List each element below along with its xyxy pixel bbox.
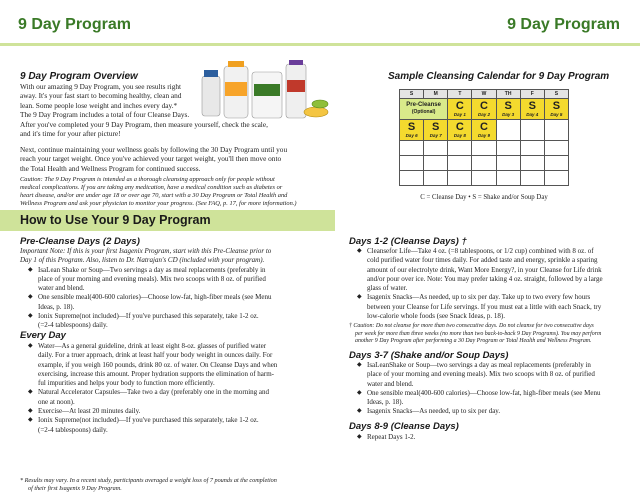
item-line: water and blend.: [38, 284, 85, 293]
day-label: Day 1: [453, 112, 466, 117]
item-line: daily. For a truer approach, drink at least half your body weight in ounces daily. For: [38, 351, 273, 360]
calendar-day-cell: [520, 99, 544, 120]
calendar-day-cell: [544, 99, 568, 120]
day-label: Day 4: [526, 112, 539, 117]
note-line: Day 1 of this Program. Also, listen to Dr. Natrajan's CD (included with your program).: [20, 256, 265, 265]
item-line: water and blend.: [367, 379, 414, 388]
overview-line: Next, continue maintaining your wellness goals by following the 30 Day Program until you: [20, 145, 288, 154]
list-item: [349, 247, 634, 293]
item-line: ◆ IsaLeanShake or Soup—two servings a day as meal replacements (preferably in: [367, 361, 591, 369]
calendar-empty-cell: [544, 141, 568, 156]
overview-caution: [20, 176, 332, 208]
item-line: Ideas, p. 18).: [367, 398, 404, 407]
days12-section: [349, 247, 634, 321]
calendar-week-1: [400, 99, 569, 120]
calendar-empty-cell: [496, 156, 520, 171]
overview-line: and it's time for your after picture!: [20, 129, 121, 139]
day-code: C: [455, 121, 464, 133]
item-line: example, if you weigh 160 pounds, drink 80 oz. of water. On Cleanse Days and when: [38, 360, 278, 369]
calendar-day-cell: [400, 120, 424, 141]
product-bottles-illustration: [194, 60, 332, 122]
header-divider: [0, 43, 640, 46]
caution-line: medical complications. If you are taking any medication, have a medical condition such as diabetes or: [20, 184, 283, 191]
list-item: [349, 433, 634, 442]
item-line: ◆ Ionix Supreme(not included)—If you've purchased this separately, take 1-2 oz.: [38, 416, 259, 425]
calendar-empty-cell: [424, 156, 448, 171]
days12-heading: Days 1-2 (Cleanse Days) †: [349, 236, 467, 247]
preclean-heading: Pre-Cleanse Days (2 Days): [20, 236, 140, 247]
day-label: Day 9: [477, 133, 490, 138]
calendar-heading: Sample Cleansing Calendar for 9 Day Program: [388, 71, 610, 82]
caution-line: † Caution: Do not cleanse for more than two consecutive days. Do not cleanse for two consecutive days: [349, 323, 594, 329]
day-code: S: [432, 121, 440, 133]
list-item: [20, 407, 340, 416]
item-line: glass of water.: [367, 284, 408, 293]
calendar-empty-cell: [424, 171, 448, 186]
item-line: ◆ Ionix Supreme(not included)—If you've purchased this separately, take 1-2 oz.: [38, 312, 259, 321]
calendar-empty-cell: [544, 171, 568, 186]
calendar-empty-cell: [496, 120, 520, 141]
item-line: ◆ Natural Accelerator Capsules—Take two a day (preferably one in the morning and: [38, 388, 270, 397]
preclean-note: [20, 247, 340, 266]
footnote-line: * Results may vary. In a recent study, participants averaged a weight loss of 7 pounds at the completion: [20, 477, 277, 484]
header-title-right: 9 Day Program: [507, 16, 620, 33]
calendar-empty-cell: [448, 156, 472, 171]
caution-line: Wellness Program and ask your physician to monitor your progress. (See FAQ, p. 17, for more information.): [20, 200, 297, 207]
calendar-empty-cell: [520, 156, 544, 171]
list-item: [349, 361, 634, 389]
calendar-day-cell: [472, 120, 496, 141]
everyday-section: [20, 342, 340, 435]
item-line: ◆ Cleansefor Life—Take 4 oz. (=8 tablespoons, or 1/2 cup) combined with 8 oz. of: [367, 247, 594, 255]
day-code: S: [504, 100, 512, 112]
item-line: ful impurities and helps your body to function more efficiently.: [38, 379, 215, 388]
days89-section: [349, 433, 634, 442]
calendar-empty-cell: [400, 156, 424, 171]
overview-line: the Total Health and Wellness Program for continued success.: [20, 163, 201, 173]
item-line: place of your morning and evening meals). Mix two scoops with 8 oz. of purified: [367, 370, 595, 379]
preclean-label: Pre-Cleanse: [406, 102, 441, 108]
days89-heading: Days 8-9 (Cleanse Days): [349, 421, 459, 432]
calendar-empty-cell: [472, 156, 496, 171]
calendar-empty-cell: [496, 141, 520, 156]
list-item: [349, 407, 634, 416]
overview-heading: 9 Day Program Overview: [20, 71, 138, 82]
day-code: C: [480, 100, 488, 112]
calendar-day-header: M: [424, 90, 448, 99]
item-line: (=2-4 tablespoons) daily.: [38, 425, 108, 434]
list-item: [20, 416, 340, 435]
list-item: [20, 388, 340, 407]
calendar-week-3: [400, 141, 569, 156]
calendar-empty-cell: [520, 141, 544, 156]
list-item: [20, 293, 340, 312]
calendar-empty-cell: [400, 171, 424, 186]
item-line: Ideas, p. 18).: [38, 302, 75, 311]
howto-section-bar: [0, 210, 335, 231]
calendar-empty-cell: [544, 120, 568, 141]
calendar-day-header: W: [472, 90, 496, 99]
calendar-week-2: [400, 120, 569, 141]
list-item: [20, 266, 340, 294]
caution-line: Caution: The 9 Day Program is intended as a thorough cleansing approach only for people without: [20, 176, 275, 183]
calendar-empty-cell: [472, 141, 496, 156]
calendar-empty-cell: [448, 141, 472, 156]
preclean-section: [20, 247, 340, 331]
item-line: cold purified water four times daily. For added taste and energy, sprinkle a sparing: [367, 256, 598, 265]
calendar-day-header: S: [400, 90, 424, 99]
day-label: Day 6: [405, 133, 418, 138]
calendar-day-cell: [424, 120, 448, 141]
calendar-empty-cell: [472, 171, 496, 186]
day-label: Day 7: [429, 133, 442, 138]
day-code: S: [528, 100, 536, 112]
item-line: and/or pour over ice. Note: You may prefer taking 4 oz. straight, followed by a large: [367, 274, 603, 283]
list-item: [20, 342, 340, 388]
calendar-legend: C = Cleanse Day • S = Shake and/or Soup Day: [420, 194, 548, 201]
item-line: ◆ IsaLean Shake or Soup—Two servings a day as meal replacements (preferably in: [38, 265, 266, 274]
overview-line: The 9 Day Program includes a total of four Cleanse Days.: [20, 110, 190, 120]
item-line: ◆ Repeat Days 1-2.: [367, 433, 416, 441]
item-line: between your Cleanse for Life servings. If you must eat a little with each Snack, try: [367, 302, 602, 311]
calendar-day-cell: [496, 99, 520, 120]
caution-line: heart disease, and/or are under age 18 or over age 70, start with a 30 Day Program or Total Health and: [20, 192, 288, 199]
list-item: [20, 312, 340, 331]
item-line: exercising, increase this amount. Proper hydration supports the elimination of harm-: [38, 369, 274, 378]
caution-line: per week for more than three weeks (no more than two back-to-back 9 Day Programs). You may perform: [355, 330, 602, 337]
cleansing-calendar: [399, 89, 569, 186]
item-line: place of your morning and evening meals). Mix two scoops with 8 oz. of purified: [38, 274, 266, 283]
item-line: ◆ Water—As a general guideline, drink at least eight 8-oz. glasses of purified water: [38, 342, 267, 350]
footnote-line: of their first Isagenix 9 Day Program.: [28, 485, 122, 492]
day-label: Day 2: [477, 112, 490, 117]
item-line: ◆ Isagenix Snacks—As needed, up to six per day.: [367, 407, 501, 416]
item-line: ◆ Isagenix Snacks—As needed, up to six per day. Take up to two every few hours: [367, 293, 591, 302]
calendar-day-cell: [472, 99, 496, 120]
item-line: one at noon).: [38, 397, 75, 406]
overview-line: reach your target weight. Once you've achieved your target weight, you'll then move onto: [20, 154, 282, 164]
header-title-left: 9 Day Program: [18, 16, 131, 33]
calendar-empty-cell: [544, 156, 568, 171]
note-line: Important Note: If this is your first Isagenix Program, start with this Pre-Cleanse prior to: [20, 247, 272, 255]
calendar-empty-cell: [400, 141, 424, 156]
item-line: amount of our electrolyte drink, Want More Energy?, in your Cleanse for Life drink: [367, 265, 602, 274]
day-label: Day 5: [550, 112, 563, 117]
calendar-empty-cell: [520, 171, 544, 186]
howto-heading: How to Use Your 9 Day Program: [20, 213, 211, 227]
day-label: Day 3: [502, 112, 515, 117]
calendar-empty-cell: [448, 171, 472, 186]
days37-section: [349, 361, 634, 417]
day-code: S: [407, 121, 416, 133]
calendar-day-cell: [448, 99, 472, 120]
days37-heading: Days 3-7 (Shake and/or Soup Days): [349, 350, 509, 361]
calendar-day-header: S: [544, 90, 568, 99]
calendar-empty-cell: [424, 141, 448, 156]
item-line: low-calorie whole foods (see Snack Ideas, p. 18).: [367, 312, 506, 321]
calendar-preclean-cell: [400, 99, 448, 120]
overview-line: lean. Some people lose weight and inches every day.*: [20, 100, 178, 110]
overview-line: With our amazing 9 Day Program, you see results right: [20, 82, 182, 91]
caution-line: another 9 Day Program after performing a 30 Day Program or Total Health and Wellness Program.: [355, 338, 592, 345]
day-code: S: [552, 100, 561, 112]
results-footnote: [20, 477, 340, 493]
calendar-day-header: F: [520, 90, 544, 99]
overview-line: After you've completed your 9 Day Program, then measure yourself, check the scale,: [20, 119, 268, 129]
days12-caution: [349, 323, 634, 346]
calendar-day-cell: [448, 120, 472, 141]
calendar-empty-cell: [496, 171, 520, 186]
everyday-heading: Every Day: [20, 330, 66, 341]
day-label: Day 8: [453, 133, 466, 138]
calendar-day-header: T: [448, 90, 472, 99]
item-line: ◆ One sensible meal(400-600 calories)—Choose low-fat, high-fiber meals (see Menu: [367, 388, 601, 397]
overview-line: away. It's your fast start to becoming healthy, clean and: [20, 91, 182, 101]
overview-paragraph-1: [20, 82, 268, 139]
item-line: ◆ One sensible meal(400-600 calories)—Choose low-fat, high-fiber meals (see Menu: [38, 293, 272, 302]
calendar-header-row: [400, 90, 569, 99]
overview-paragraph-2: [20, 145, 332, 173]
calendar-week-4: [400, 156, 569, 171]
preclean-optional: (Optional): [411, 109, 436, 115]
item-line: (=2-4 tablespoons) daily.: [38, 321, 108, 330]
item-line: ◆ Exercise—At least 20 minutes daily.: [38, 407, 141, 416]
day-code: C: [455, 100, 464, 112]
calendar-week-5: [400, 171, 569, 186]
list-item: [349, 389, 634, 408]
day-code: C: [480, 121, 488, 133]
list-item: [349, 293, 634, 321]
calendar-empty-cell: [520, 120, 544, 141]
calendar-day-header: TH: [496, 90, 520, 99]
page-header: [0, 0, 640, 52]
